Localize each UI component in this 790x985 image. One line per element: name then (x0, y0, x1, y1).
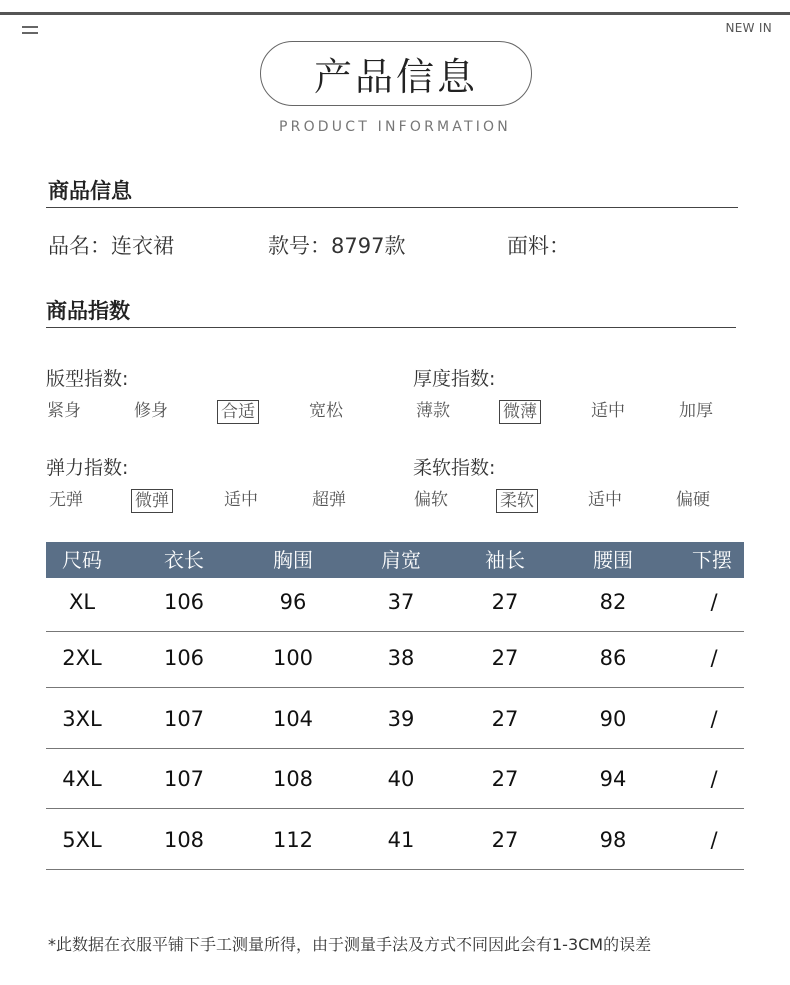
row-divider (46, 869, 744, 870)
cell-waist: 98 (599, 828, 627, 852)
cell-chest: 112 (272, 828, 314, 852)
menu-icon[interactable] (22, 26, 38, 36)
cell-shoulder: 41 (387, 828, 415, 852)
header-hem: 下摆 (692, 548, 732, 572)
cell-length: 107 (163, 767, 205, 791)
header-length: 衣长 (164, 548, 204, 572)
cell-hem: / (710, 590, 718, 614)
elasticity-option: 无弹 (49, 490, 83, 510)
cell-hem: / (710, 646, 718, 670)
header-chest: 胸围 (273, 548, 313, 572)
softness-option-selected: 柔软 (496, 489, 538, 513)
cell-hem: / (710, 828, 718, 852)
cell-waist: 86 (599, 646, 627, 670)
cell-chest: 104 (272, 707, 314, 731)
elasticity-index-label: 弹力指数: (46, 457, 129, 479)
page-subtitle: PRODUCT INFORMATION (279, 119, 511, 135)
thickness-option: 薄款 (416, 401, 450, 421)
cell-shoulder: 37 (387, 590, 415, 614)
cell-sleeve: 27 (491, 828, 519, 852)
page-title: 产品信息 (313, 55, 478, 99)
cell-size: 4XL (62, 767, 102, 791)
product-info-heading: 商品信息 (48, 179, 132, 203)
cell-size: 2XL (62, 646, 102, 670)
cell-chest: 100 (272, 646, 314, 670)
softness-option: 适中 (588, 490, 622, 510)
cell-sleeve: 27 (491, 590, 519, 614)
row-divider (46, 808, 744, 809)
cell-size: XL (68, 590, 96, 614)
header-sleeve: 袖长 (485, 548, 525, 572)
fit-option: 修身 (134, 401, 168, 421)
cell-shoulder: 38 (387, 646, 415, 670)
cell-size: 5XL (62, 828, 102, 852)
cell-size: 3XL (62, 707, 102, 731)
top-rule (0, 12, 790, 15)
cell-length: 106 (163, 590, 205, 614)
cell-chest: 108 (272, 767, 314, 791)
divider (46, 207, 738, 208)
table-row (46, 689, 744, 749)
header-shoulder: 肩宽 (381, 548, 421, 572)
cell-length: 108 (163, 828, 205, 852)
cell-shoulder: 39 (387, 707, 415, 731)
table-row (46, 810, 744, 870)
row-divider (46, 687, 744, 688)
table-row (46, 628, 744, 688)
elasticity-option-selected: 微弹 (131, 489, 173, 513)
product-model: 款号：8797款 (268, 234, 406, 258)
new-in-label: NEW IN (725, 21, 772, 35)
header-waist: 腰围 (593, 548, 633, 572)
fit-option: 宽松 (309, 401, 343, 421)
cell-waist: 94 (599, 767, 627, 791)
cell-sleeve: 27 (491, 646, 519, 670)
table-row (46, 572, 744, 632)
title-pill (260, 41, 532, 106)
measurement-footnote: *此数据在衣服平铺下手工测量所得，由于测量手法及方式不同因此会有1-3CM的误差 (48, 935, 652, 954)
product-name: 品名：连衣裙 (48, 234, 174, 258)
cell-hem: / (710, 707, 718, 731)
indices-heading: 商品指数 (46, 299, 130, 323)
cell-waist: 82 (599, 590, 627, 614)
fit-index-label: 版型指数: (46, 368, 129, 390)
thickness-index-label: 厚度指数: (413, 368, 496, 390)
fit-option-selected: 合适 (217, 400, 259, 424)
thickness-option: 加厚 (679, 401, 713, 421)
cell-sleeve: 27 (491, 767, 519, 791)
cell-hem: / (710, 767, 718, 791)
fit-option: 紧身 (47, 401, 81, 421)
product-fabric: 面料： (507, 234, 570, 258)
header-size: 尺码 (62, 548, 102, 572)
softness-option: 偏硬 (676, 490, 710, 510)
table-row (46, 749, 744, 809)
cell-waist: 90 (599, 707, 627, 731)
softness-index-label: 柔软指数: (413, 457, 496, 479)
cell-length: 106 (163, 646, 205, 670)
cell-shoulder: 40 (387, 767, 415, 791)
thickness-option-selected: 微薄 (499, 400, 541, 424)
thickness-option: 适中 (591, 401, 625, 421)
cell-length: 107 (163, 707, 205, 731)
elasticity-option: 超弹 (312, 490, 346, 510)
softness-option: 偏软 (414, 490, 448, 510)
cell-sleeve: 27 (491, 707, 519, 731)
divider (46, 327, 736, 328)
cell-chest: 96 (279, 590, 307, 614)
elasticity-option: 适中 (224, 490, 258, 510)
